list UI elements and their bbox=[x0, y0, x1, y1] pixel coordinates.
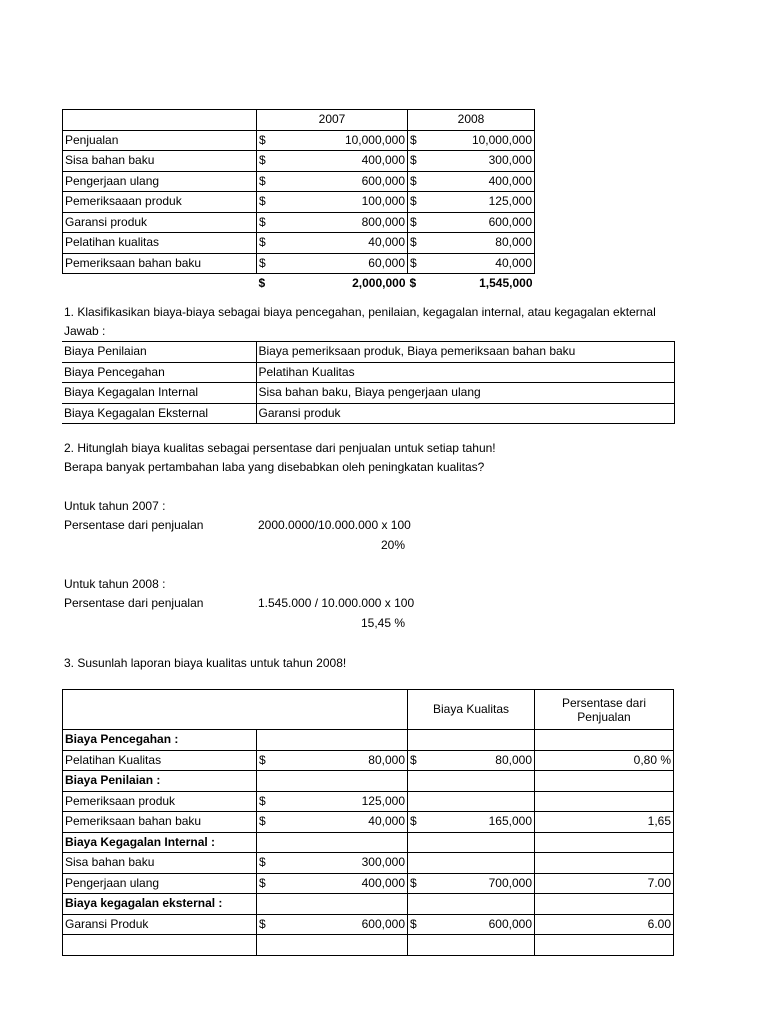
item-cost: 125,000 bbox=[277, 791, 408, 812]
currency: $ bbox=[408, 212, 428, 233]
percent-of-sales bbox=[535, 771, 674, 792]
currency bbox=[408, 832, 428, 853]
row-label: Sisa bahan baku bbox=[63, 151, 257, 172]
subtotal-cost bbox=[428, 832, 535, 853]
currency: $ bbox=[408, 192, 428, 213]
currency: $ bbox=[408, 151, 428, 172]
year-2008-result: 15,45 % bbox=[361, 616, 406, 630]
row-label: Pengerjaan ulang bbox=[63, 171, 257, 192]
category: Biaya Kegagalan Internal bbox=[62, 383, 256, 404]
value-2008: 125,000 bbox=[428, 192, 535, 213]
currency bbox=[408, 771, 428, 792]
item-label: Pengerjaan ulang bbox=[63, 873, 257, 894]
value-2008: 40,000 bbox=[428, 253, 535, 274]
category-items: Pelatihan Kualitas bbox=[256, 362, 674, 383]
currency bbox=[257, 832, 277, 853]
total-2008: 1,545,000 bbox=[479, 276, 533, 291]
item-cost: 40,000 bbox=[277, 812, 408, 833]
table-row bbox=[63, 171, 535, 192]
percent-of-sales bbox=[535, 730, 674, 751]
currency: $ bbox=[257, 253, 277, 274]
table-header-row bbox=[63, 110, 535, 131]
table-row bbox=[63, 894, 674, 915]
table-row bbox=[62, 342, 674, 363]
subtotal-cost: 165,000 bbox=[428, 812, 535, 833]
currency: $ bbox=[257, 130, 277, 151]
header-blank bbox=[63, 110, 257, 131]
currency bbox=[408, 730, 428, 751]
value-2008: 80,000 bbox=[428, 233, 535, 254]
question-1: 1. Klasifikasikan biaya-biaya sebagai biaya pencegahan, penilaian, kegagalan internal, atau kegagalan ekternal bbox=[64, 305, 656, 319]
header-biaya-kualitas: Biaya Kualitas bbox=[408, 690, 535, 730]
currency bbox=[257, 730, 277, 751]
currency: $ bbox=[408, 812, 428, 833]
table-row bbox=[63, 832, 674, 853]
question-2-line-2: Berapa banyak pertambahan laba yang disebabkan oleh peningkatan kualitas? bbox=[64, 460, 485, 474]
table-row bbox=[62, 383, 674, 404]
percent-of-sales bbox=[535, 791, 674, 812]
classification-table bbox=[62, 341, 675, 424]
quality-cost-report-table bbox=[62, 689, 674, 956]
currency bbox=[408, 894, 428, 915]
table-row bbox=[63, 914, 674, 935]
item-cost bbox=[277, 771, 408, 792]
year-2007-result: 20% bbox=[381, 538, 406, 552]
category-items: Sisa bahan baku, Biaya pengerjaan ulang bbox=[256, 383, 674, 404]
percent-of-sales bbox=[535, 935, 674, 956]
category-items: Garansi produk bbox=[256, 403, 674, 424]
year-2008-heading: Untuk tahun 2008 : bbox=[64, 577, 166, 591]
header-2007: 2007 bbox=[257, 110, 408, 131]
table-row bbox=[63, 130, 535, 151]
total-blank bbox=[63, 274, 257, 294]
currency: $ bbox=[257, 750, 277, 771]
subtotal-cost: 700,000 bbox=[428, 873, 535, 894]
currency: $ bbox=[257, 192, 277, 213]
table-row bbox=[62, 362, 674, 383]
item-label: Pemeriksaan bahan baku bbox=[63, 812, 257, 833]
header-persentase-line-2: Penjualan bbox=[577, 709, 631, 724]
table-row bbox=[63, 812, 674, 833]
value-2007: 400,000 bbox=[277, 151, 408, 172]
table-row bbox=[62, 403, 674, 424]
question-2-line-1: 2. Hitunglah biaya kualitas sebagai persentase dari penjualan untuk setiap tahun! bbox=[64, 441, 496, 455]
category: Biaya Pencegahan bbox=[62, 362, 256, 383]
currency: $ bbox=[408, 914, 428, 935]
item-label: Pelatihan Kualitas bbox=[63, 750, 257, 771]
value-2007: 60,000 bbox=[277, 253, 408, 274]
total-row bbox=[63, 274, 535, 294]
value-2008: 10,000,000 bbox=[428, 130, 535, 151]
value-2007: 10,000,000 bbox=[277, 130, 408, 151]
percent-of-sales: 0,80 % bbox=[535, 750, 674, 771]
currency: $ bbox=[408, 253, 428, 274]
table-row bbox=[63, 233, 535, 254]
currency: $ bbox=[257, 233, 277, 254]
item-cost bbox=[277, 730, 408, 751]
currency bbox=[408, 935, 428, 956]
percent-of-sales bbox=[535, 853, 674, 874]
item-label: Sisa bahan baku bbox=[63, 853, 257, 874]
row-label: Pemeriksaan bahan baku bbox=[63, 253, 257, 274]
subtotal-cost: 80,000 bbox=[428, 750, 535, 771]
row-label: Garansi produk bbox=[63, 212, 257, 233]
subtotal-cost bbox=[428, 791, 535, 812]
percent-of-sales: 7.00 bbox=[535, 873, 674, 894]
section-label: Biaya Penilaian : bbox=[63, 771, 257, 792]
table-row bbox=[63, 791, 674, 812]
table-row bbox=[63, 873, 674, 894]
year-2007-formula: 2000.0000/10.000.000 x 100 bbox=[258, 518, 411, 532]
currency: $ bbox=[257, 171, 277, 192]
table-row bbox=[63, 750, 674, 771]
table-header-row bbox=[63, 690, 674, 730]
table-row bbox=[63, 151, 535, 172]
currency: $ bbox=[257, 853, 277, 874]
subtotal-cost bbox=[428, 853, 535, 874]
value-2007: 100,000 bbox=[277, 192, 408, 213]
currency: $ bbox=[257, 151, 277, 172]
row-label: Penjualan bbox=[63, 130, 257, 151]
value-2007: 40,000 bbox=[277, 233, 408, 254]
table-row bbox=[63, 853, 674, 874]
answer-label: Jawab : bbox=[64, 324, 106, 338]
category-items: Biaya pemeriksaan produk, Biaya pemeriksaan bahan baku bbox=[256, 342, 674, 363]
currency: $ bbox=[408, 171, 428, 192]
currency bbox=[408, 853, 428, 874]
value-2008: 600,000 bbox=[428, 212, 535, 233]
currency bbox=[257, 771, 277, 792]
percent-of-sales: 6.00 bbox=[535, 914, 674, 935]
subtotal-cost: 600,000 bbox=[428, 914, 535, 935]
table-row bbox=[63, 771, 674, 792]
year-2008-label: Persentase dari penjualan bbox=[64, 596, 204, 610]
percent-of-sales bbox=[535, 832, 674, 853]
currency: $ bbox=[408, 873, 428, 894]
value-2007: 600,000 bbox=[277, 171, 408, 192]
value-2008: 300,000 bbox=[428, 151, 535, 172]
currency: $ bbox=[409, 276, 417, 291]
header-2008: 2008 bbox=[408, 110, 535, 131]
item-cost bbox=[277, 935, 408, 956]
year-2007-label: Persentase dari penjualan bbox=[64, 518, 204, 532]
question-3: 3. Susunlah laporan biaya kualitas untuk tahun 2008! bbox=[64, 656, 347, 670]
table-row bbox=[63, 212, 535, 233]
currency: $ bbox=[258, 276, 266, 291]
item-label: Garansi Produk bbox=[63, 914, 257, 935]
header-persentase-line-1: Persentase dari bbox=[561, 695, 647, 710]
value-2007: 800,000 bbox=[277, 212, 408, 233]
currency: $ bbox=[257, 873, 277, 894]
category: Biaya Penilaian bbox=[62, 342, 256, 363]
table-row bbox=[63, 730, 674, 751]
value-2008: 400,000 bbox=[428, 171, 535, 192]
year-2008-formula: 1.545.000 / 10.000.000 x 100 bbox=[258, 596, 415, 610]
item-cost: 300,000 bbox=[277, 853, 408, 874]
item-cost: 600,000 bbox=[277, 914, 408, 935]
category: Biaya Kegagalan Eksternal bbox=[62, 403, 256, 424]
currency bbox=[408, 791, 428, 812]
currency bbox=[257, 894, 277, 915]
currency bbox=[257, 935, 277, 956]
currency: $ bbox=[408, 233, 428, 254]
currency: $ bbox=[257, 914, 277, 935]
section-label: Biaya Kegagalan Internal : bbox=[63, 832, 257, 853]
table-row bbox=[63, 935, 674, 956]
year-2007-heading: Untuk tahun 2007 : bbox=[64, 499, 166, 513]
currency: $ bbox=[408, 130, 428, 151]
currency: $ bbox=[257, 212, 277, 233]
row-label: Pemeriksaaan produk bbox=[63, 192, 257, 213]
row-label: Pelatihan kualitas bbox=[63, 233, 257, 254]
item-cost bbox=[277, 894, 408, 915]
currency: $ bbox=[408, 750, 428, 771]
total-2007: 2,000,000 bbox=[352, 276, 406, 291]
item-label bbox=[63, 935, 257, 956]
header-blank bbox=[63, 690, 408, 730]
percent-of-sales: 1,65 bbox=[535, 812, 674, 833]
subtotal-cost bbox=[428, 894, 535, 915]
section-label: Biaya Pencegahan : bbox=[63, 730, 257, 751]
subtotal-cost bbox=[428, 730, 535, 751]
percent-of-sales bbox=[535, 894, 674, 915]
table-row bbox=[63, 192, 535, 213]
currency: $ bbox=[257, 791, 277, 812]
header-persentase bbox=[535, 690, 674, 730]
section-label: Biaya kegagalan eksternal : bbox=[63, 894, 257, 915]
item-cost bbox=[277, 832, 408, 853]
item-label: Pemeriksaan produk bbox=[63, 791, 257, 812]
subtotal-cost bbox=[428, 935, 535, 956]
cost-data-table bbox=[62, 109, 535, 294]
currency: $ bbox=[257, 812, 277, 833]
item-cost: 80,000 bbox=[277, 750, 408, 771]
table-row bbox=[63, 253, 535, 274]
subtotal-cost bbox=[428, 771, 535, 792]
item-cost: 400,000 bbox=[277, 873, 408, 894]
